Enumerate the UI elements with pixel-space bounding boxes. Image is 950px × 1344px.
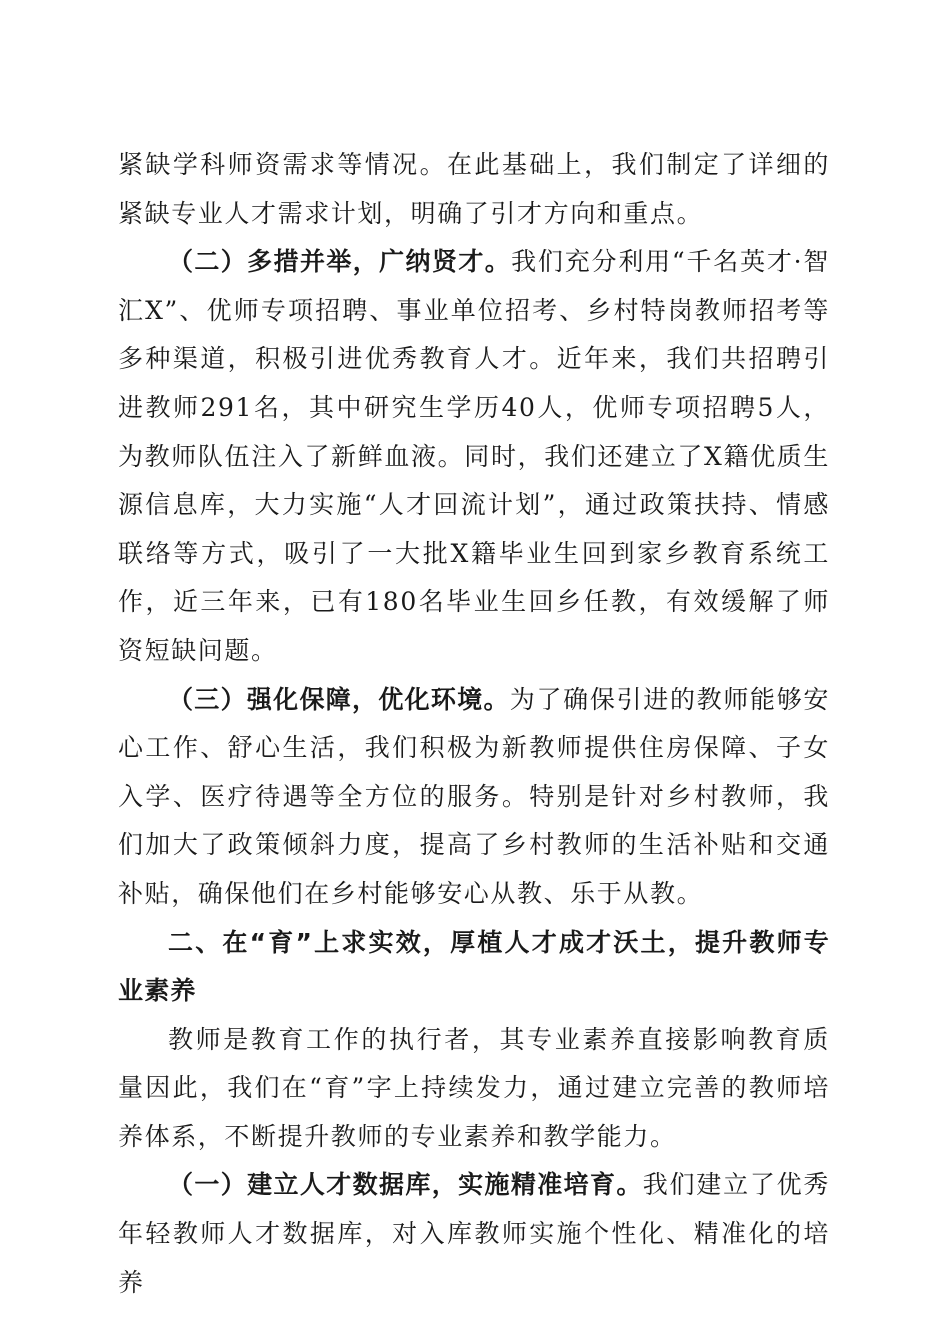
paragraph-text: 我们充分利用“千名英才·智汇X”、优师专项招聘、事业单位招考、乡村特岗教师招考等多种渠道，积极引进优秀教育人才。近年来，我们共招聘引进教师291名，其中研究生学历40人，优师专项招聘5人，为教师队伍注入了新鲜血液。同时，我们还建立了X籍优质生源信息库，大力实施“人才回流计划”，通过政策扶持、情感联络等方式，吸引了一大批X籍毕业生回到家乡教育系统工作，近三年来，已有180名毕业生回乡任教，有效缓解了师资短缺问题。 xyxy=(118,247,831,665)
paragraph-lead-bold: （一）建立人才数据库，实施精准培育。 xyxy=(168,1170,643,1200)
paragraph-text: 紧缺学科师资需求等情况。在此基础上，我们制定了详细的紧缺专业人才需求计划，明确了引才方向和重点。 xyxy=(118,150,830,228)
paragraph-lead-bold: （二）多措并举，广纳贤才。 xyxy=(168,247,512,277)
section-heading: 二、在“育”上求实效，厚植人才成才沃土，提升教师专业素养 xyxy=(118,927,830,1006)
paragraph-text: 我们建立了优秀年轻教师人才数据库，对入库教师实施个性化、精准化的培养 xyxy=(118,1170,830,1297)
paragraph-text: 教师是教育工作的执行者，其专业素养直接影响教育质量因此，我们在“育”字上持续发力，通过建立完善的教师培养体系，不断提升教师的专业素养和教学能力。 xyxy=(118,1024,830,1151)
paragraph-text: 为了确保引进的教师能够安心工作、舒心生活，我们积极为新教师提供住房保障、子女入学、医疗待遇等全方位的服务。特别是针对乡村教师，我们加大了政策倾斜力度，提高了乡村教师的生活补贴和交通补贴，确保他们在乡村能够安心从教、乐于从教。 xyxy=(118,684,831,908)
paragraph-recruitment-channels xyxy=(118,238,830,675)
document-body xyxy=(118,141,830,1307)
paragraph-section-intro xyxy=(118,1016,830,1162)
paragraph-continued xyxy=(118,141,830,238)
paragraph-lead-bold: （三）强化保障，优化环境。 xyxy=(168,684,510,714)
paragraph-support-environment xyxy=(118,676,830,919)
paragraph-talent-database xyxy=(118,1161,830,1307)
